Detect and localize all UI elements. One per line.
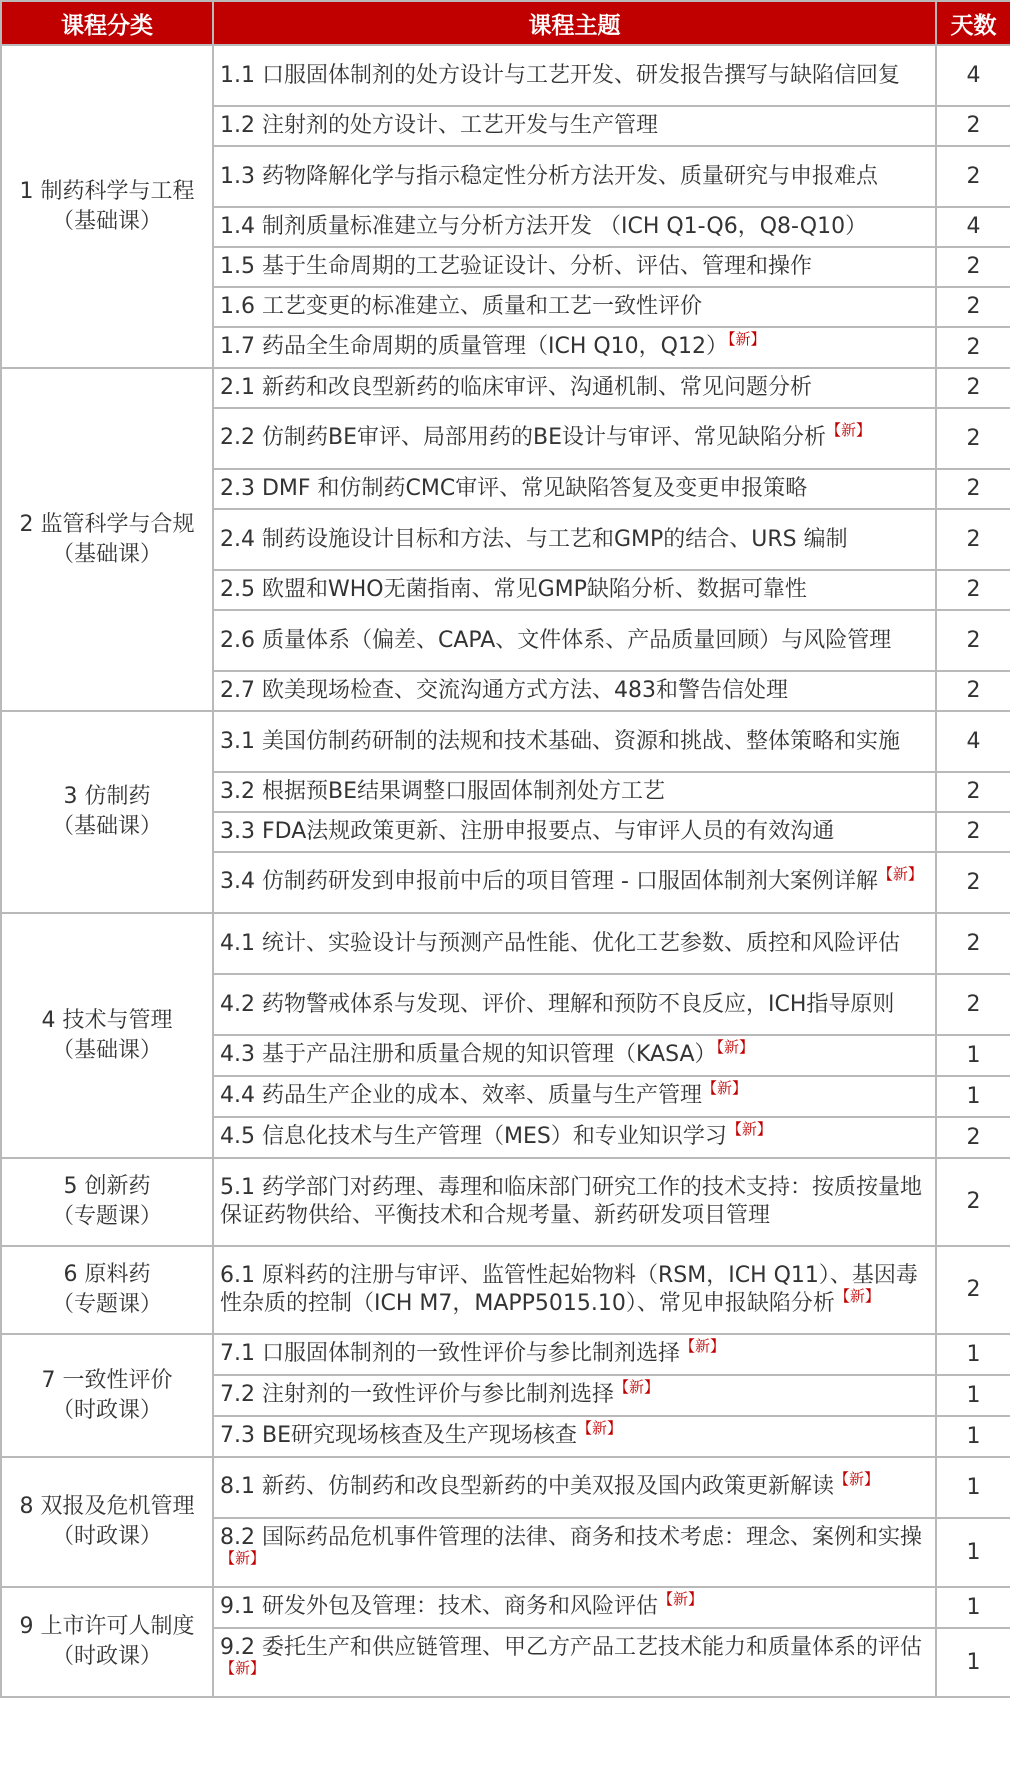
- topic-cell: [213, 1518, 936, 1587]
- days-cell: 2: [936, 913, 1010, 974]
- topic-cell: [213, 1035, 936, 1076]
- topic-cell: [213, 45, 936, 106]
- topic-text: 2.4 制药设施设计目标和方法、与工艺和GMP的结合、URS 编制: [220, 526, 848, 552]
- topic-cell: [213, 570, 936, 610]
- course-body: [1, 45, 1010, 1697]
- topic-cell: [213, 772, 936, 812]
- header-row: [1, 1, 1010, 45]
- topic-cell: [213, 610, 936, 671]
- category-type: （基础课）: [51, 1037, 162, 1063]
- header-topic: 课程主题: [213, 1, 936, 45]
- new-badge: 【新】: [613, 1378, 659, 1396]
- new-badge: 【新】: [657, 1590, 703, 1608]
- topic-text: 3.3 FDA法规政策更新、注册申报要点、与审评人员的有效沟通: [220, 819, 835, 844]
- category-type: （专题课）: [51, 1204, 162, 1229]
- new-badge: 【新】: [701, 1079, 747, 1097]
- topic-cell: [213, 1117, 936, 1158]
- days-cell: 2: [936, 106, 1010, 146]
- topic-text: 8.1 新药、仿制药和改良型新药的中美双报及国内政策更新解读: [220, 1474, 834, 1499]
- topic-text: 3.2 根据预BE结果调整口服固体制剂处方工艺: [220, 779, 665, 804]
- topic-text: 7.3 BE研究现场核查及生产现场核查: [220, 1423, 577, 1448]
- topic-text: 4.5 信息化技术与生产管理（MES）和专业知识学习: [220, 1124, 727, 1149]
- topic-cell: [213, 287, 936, 327]
- header-days: 天数: [936, 1, 1010, 45]
- table-row: [1, 45, 1010, 106]
- topic-text: 1.3 药物降解化学与指示稳定性分析方法开发、质量研究与申报难点: [220, 163, 878, 189]
- topic-cell: [213, 247, 936, 287]
- topic-cell: [213, 368, 936, 408]
- topic-text: 1.4 制剂质量标准建立与分析方法开发 （ICH Q1-Q6，Q8-Q10）: [220, 214, 868, 239]
- new-badge: 【新】: [576, 1419, 622, 1437]
- topic-cell: [213, 1628, 936, 1697]
- topic-cell: [213, 146, 936, 207]
- category-type: （时政课）: [51, 1644, 162, 1669]
- new-badge: 【新】: [833, 1470, 879, 1488]
- days-cell: 4: [936, 207, 1010, 247]
- topic-cell: [213, 711, 936, 772]
- topic-cell: [213, 974, 936, 1035]
- days-cell: 2: [936, 408, 1010, 469]
- topic-cell: [213, 106, 936, 146]
- topic-text: 1.2 注射剂的处方设计、工艺开发与生产管理: [220, 113, 658, 138]
- days-cell: 1: [936, 1628, 1010, 1697]
- category-type: （基础课）: [51, 541, 162, 567]
- topic-text: 3.1 美国仿制药研制的法规和技术基础、资源和挑战、整体策略和实施: [220, 728, 900, 754]
- topic-text: 1.6 工艺变更的标准建立、质量和工艺一致性评价: [220, 294, 702, 319]
- category-type: （基础课）: [51, 814, 162, 839]
- topic-text: 1.5 基于生命周期的工艺验证设计、分析、评估、管理和操作: [220, 254, 812, 279]
- new-badge: 【新】: [716, 1038, 755, 1056]
- category-name: 9 上市许可人制度: [19, 1614, 195, 1639]
- topic-text: 4.4 药品生产企业的成本、效率、质量与生产管理: [220, 1083, 702, 1108]
- category-cell: [1, 711, 213, 913]
- days-cell: 2: [936, 852, 1010, 913]
- days-cell: 2: [936, 1158, 1010, 1246]
- days-cell: 2: [936, 570, 1010, 610]
- table-row: [1, 1457, 1010, 1518]
- days-cell: 2: [936, 327, 1010, 368]
- topic-text: 1.1 口服固体制剂的处方设计与工艺开发、研发报告撰写与缺陷信回复: [220, 62, 900, 88]
- topic-text: 7.2 注射剂的一致性评价与参比制剂选择: [220, 1382, 614, 1407]
- days-cell: 2: [936, 247, 1010, 287]
- days-cell: 2: [936, 671, 1010, 711]
- days-cell: 2: [936, 610, 1010, 671]
- topic-cell: [213, 1375, 936, 1416]
- topic-cell: [213, 1334, 936, 1375]
- topic-text: 6.1 原料药的注册与审评、监管性起始物料（RSM，ICH Q11）、基因毒性杂质的控制（ICH M7，MAPP5015.10）、常见申报缺陷分析: [220, 1262, 918, 1316]
- days-cell: 1: [936, 1375, 1010, 1416]
- category-name: 6 原料药: [63, 1262, 151, 1287]
- table-row: [1, 913, 1010, 974]
- days-cell: 1: [936, 1416, 1010, 1457]
- days-cell: 2: [936, 146, 1010, 207]
- category-type: （时政课）: [51, 1524, 162, 1549]
- category-cell: [1, 1587, 213, 1697]
- days-cell: 2: [936, 509, 1010, 570]
- days-cell: 1: [936, 1334, 1010, 1375]
- category-type: （基础课）: [51, 208, 162, 234]
- topic-text: 2.3 DMF 和仿制药CMC审评、常见缺陷答复及变更申报策略: [220, 476, 808, 501]
- category-cell: [1, 1158, 213, 1246]
- category-name: 4 技术与管理: [41, 1007, 173, 1033]
- table-row: [1, 1587, 1010, 1628]
- header-category: 课程分类: [1, 1, 213, 45]
- topic-text: 2.7 欧美现场检查、交流沟通方式方法、483和警告信处理: [220, 678, 788, 703]
- days-cell: 1: [936, 1587, 1010, 1628]
- topic-cell: [213, 812, 936, 852]
- days-cell: 1: [936, 1518, 1010, 1587]
- table-row: [1, 368, 1010, 408]
- days-cell: 2: [936, 1246, 1010, 1334]
- category-cell: [1, 1246, 213, 1334]
- topic-text: 2.1 新药和改良型新药的临床审评、沟通机制、常见问题分析: [220, 375, 812, 400]
- topic-cell: [213, 913, 936, 974]
- topic-text: 1.7 药品全生命周期的质量管理（ICH Q10，Q12）: [220, 334, 728, 359]
- topic-cell: [213, 1457, 936, 1518]
- days-cell: 2: [936, 1117, 1010, 1158]
- topic-text: 7.1 口服固体制剂的一致性评价与参比制剂选择: [220, 1341, 680, 1366]
- days-cell: 1: [936, 1457, 1010, 1518]
- days-cell: 4: [936, 711, 1010, 772]
- topic-cell: [213, 1076, 936, 1117]
- category-name: 5 创新药: [63, 1174, 151, 1199]
- category-name: 7 一致性评价: [41, 1367, 173, 1393]
- category-type: （专题课）: [51, 1292, 162, 1317]
- category-type: （时政课）: [51, 1397, 162, 1423]
- new-badge: 【新】: [825, 421, 871, 439]
- new-badge: 【新】: [728, 330, 766, 348]
- days-cell: 2: [936, 812, 1010, 852]
- topic-cell: [213, 207, 936, 247]
- new-badge: 【新】: [220, 1659, 266, 1677]
- category-cell: [1, 1457, 213, 1587]
- topic-text: 2.6 质量体系（偏差、CAPA、文件体系、产品质量回顾）与风险管理: [220, 627, 892, 653]
- topic-cell: [213, 671, 936, 711]
- topic-text: 9.1 研发外包及管理：技术、商务和风险评估: [220, 1594, 658, 1619]
- new-badge: 【新】: [679, 1337, 725, 1355]
- table-row: [1, 1334, 1010, 1375]
- days-cell: 1: [936, 1035, 1010, 1076]
- table-row: [1, 1246, 1010, 1334]
- topic-text: 3.4 仿制药研发到申报前中后的项目管理 - 口服固体制剂大案例详解: [220, 869, 878, 894]
- topic-text: 2.2 仿制药BE审评、局部用药的BE设计与审评、常见缺陷分析: [220, 425, 826, 450]
- topic-text: 5.1 药学部门对药理、毒理和临床部门研究工作的技术支持：按质按量地保证药物供给、平衡技术和合规考量、新药研发项目管理: [220, 1175, 922, 1228]
- topic-text: 4.1 统计、实验设计与预测产品性能、优化工艺参数、质控和风险评估: [220, 930, 900, 956]
- topic-text: 9.2 委托生产和供应链管理、甲乙方产品工艺技术能力和质量体系的评估: [220, 1635, 922, 1660]
- topic-cell: [213, 1587, 936, 1628]
- days-cell: 2: [936, 287, 1010, 327]
- category-name: 3 仿制药: [63, 784, 151, 809]
- new-badge: 【新】: [877, 865, 923, 883]
- days-cell: 4: [936, 45, 1010, 106]
- topic-text: 2.5 欧盟和WHO无菌指南、常见GMP缺陷分析、数据可靠性: [220, 577, 807, 602]
- days-cell: 2: [936, 469, 1010, 509]
- topic-cell: [213, 469, 936, 509]
- category-name: 8 双报及危机管理: [19, 1494, 195, 1519]
- topic-cell: [213, 1246, 936, 1334]
- topic-cell: [213, 852, 936, 913]
- category-cell: [1, 913, 213, 1158]
- days-cell: 2: [936, 772, 1010, 812]
- table-row: [1, 1158, 1010, 1246]
- category-name: 1 制药科学与工程: [19, 178, 195, 204]
- category-cell: [1, 368, 213, 711]
- table-row: [1, 711, 1010, 772]
- topic-text: 4.2 药物警戒体系与发现、评价、理解和预防不良反应，ICH指导原则: [220, 991, 895, 1017]
- category-cell: [1, 1334, 213, 1457]
- topic-cell: [213, 1416, 936, 1457]
- topic-cell: [213, 509, 936, 570]
- topic-cell: [213, 408, 936, 469]
- days-cell: 1: [936, 1076, 1010, 1117]
- topic-text: 8.2 国际药品危机事件管理的法律、商务和技术考虑：理念、案例和实操: [220, 1525, 922, 1550]
- days-cell: 2: [936, 974, 1010, 1035]
- new-badge: 【新】: [726, 1120, 772, 1138]
- new-badge: 【新】: [834, 1286, 880, 1305]
- days-cell: 2: [936, 368, 1010, 408]
- new-badge: 【新】: [220, 1549, 266, 1567]
- topic-text: 4.3 基于产品注册和质量合规的知识管理（KASA）: [220, 1042, 717, 1067]
- category-cell: [1, 45, 213, 368]
- topic-cell: [213, 1158, 936, 1246]
- category-name: 2 监管科学与合规: [19, 511, 195, 537]
- topic-cell: [213, 327, 936, 368]
